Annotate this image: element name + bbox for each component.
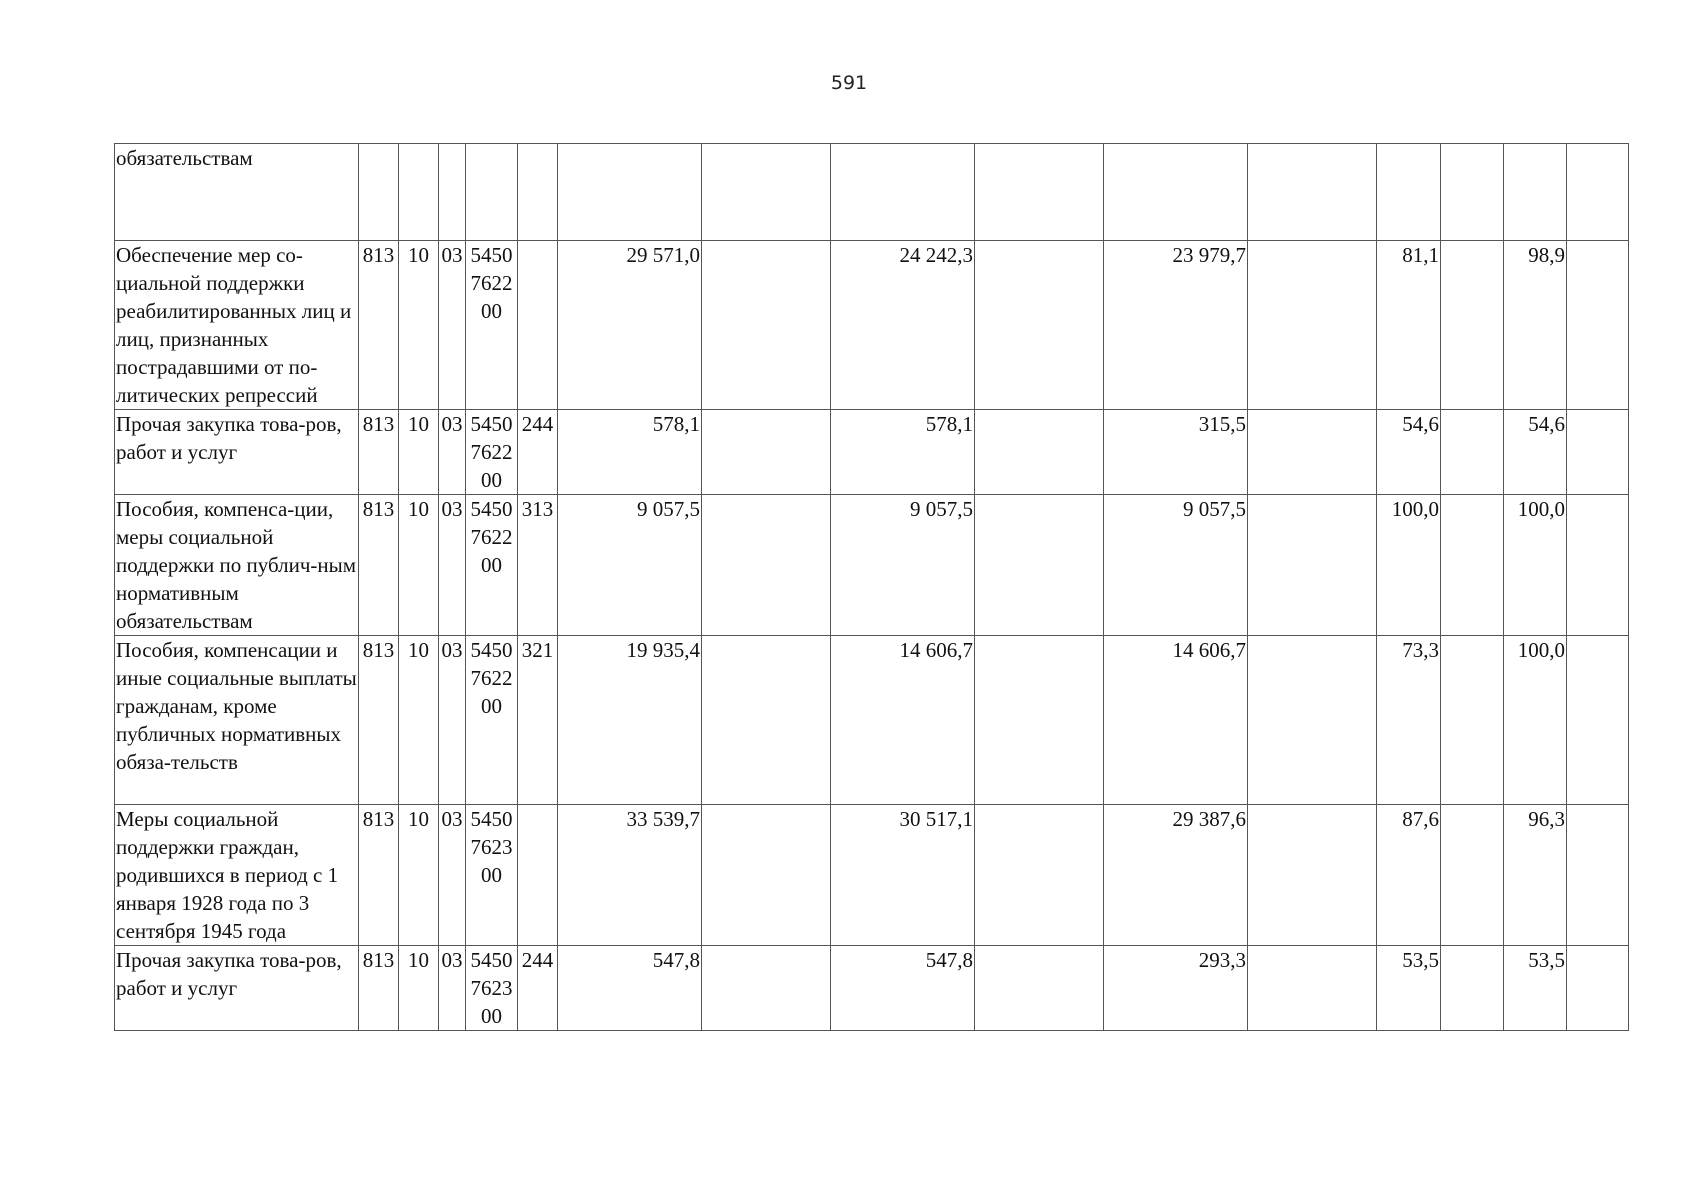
execution-percent-plan xyxy=(1377,144,1441,241)
section-code: 10 xyxy=(399,241,439,410)
section-code: 10 xyxy=(399,410,439,495)
refined-amount: 30 517,1 xyxy=(831,805,975,946)
empty-cell xyxy=(975,410,1104,495)
target-article-code: 5450762200 xyxy=(466,410,518,495)
empty-cell xyxy=(1248,144,1377,241)
section-code: 10 xyxy=(399,636,439,805)
budget-table xyxy=(114,143,1629,1031)
empty-cell xyxy=(702,495,831,636)
empty-cell xyxy=(975,805,1104,946)
row-name: Пособия, компенса-ции, меры социальной поддержки по публич-ным нормативным обязательствам xyxy=(115,495,359,636)
executed-amount: 23 979,7 xyxy=(1104,241,1248,410)
refined-amount xyxy=(831,144,975,241)
execution-percent-refined: 54,6 xyxy=(1504,410,1567,495)
empty-cell xyxy=(1441,946,1504,1031)
empty-cell xyxy=(702,946,831,1031)
row-name: обязательствам xyxy=(115,144,359,241)
empty-cell xyxy=(975,636,1104,805)
target-article-code: 5450762300 xyxy=(466,946,518,1031)
empty-cell xyxy=(1567,144,1629,241)
empty-cell xyxy=(702,636,831,805)
subsection-code: 03 xyxy=(439,495,466,636)
target-article-code: 5450762200 xyxy=(466,495,518,636)
empty-cell xyxy=(1567,636,1629,805)
empty-cell xyxy=(1441,636,1504,805)
empty-cell xyxy=(1567,805,1629,946)
subsection-code xyxy=(439,144,466,241)
empty-cell xyxy=(1441,805,1504,946)
table-row xyxy=(115,144,1629,241)
target-article-code: 5450762200 xyxy=(466,241,518,410)
execution-percent-refined: 96,3 xyxy=(1504,805,1567,946)
empty-cell xyxy=(702,410,831,495)
expense-type-code xyxy=(518,805,558,946)
table-row xyxy=(115,410,1629,495)
admin-code: 813 xyxy=(359,636,399,805)
admin-code: 813 xyxy=(359,410,399,495)
empty-cell xyxy=(702,805,831,946)
refined-amount: 578,1 xyxy=(831,410,975,495)
empty-cell xyxy=(975,241,1104,410)
section-code: 10 xyxy=(399,946,439,1031)
planned-amount: 547,8 xyxy=(558,946,702,1031)
empty-cell xyxy=(702,144,831,241)
table-row xyxy=(115,805,1629,946)
section-code: 10 xyxy=(399,495,439,636)
row-name: Прочая закупка това-ров, работ и услуг xyxy=(115,946,359,1031)
execution-percent-plan: 87,6 xyxy=(1377,805,1441,946)
empty-cell xyxy=(1248,495,1377,636)
empty-cell xyxy=(1248,805,1377,946)
admin-code: 813 xyxy=(359,805,399,946)
execution-percent-plan: 54,6 xyxy=(1377,410,1441,495)
empty-cell xyxy=(1248,946,1377,1031)
execution-percent-plan: 53,5 xyxy=(1377,946,1441,1031)
execution-percent-refined xyxy=(1504,144,1567,241)
execution-percent-refined: 98,9 xyxy=(1504,241,1567,410)
subsection-code: 03 xyxy=(439,805,466,946)
expense-type-code: 244 xyxy=(518,410,558,495)
execution-percent-refined: 100,0 xyxy=(1504,495,1567,636)
planned-amount: 9 057,5 xyxy=(558,495,702,636)
admin-code: 813 xyxy=(359,495,399,636)
empty-cell xyxy=(975,144,1104,241)
admin-code xyxy=(359,144,399,241)
empty-cell xyxy=(1567,410,1629,495)
planned-amount: 19 935,4 xyxy=(558,636,702,805)
empty-cell xyxy=(1567,946,1629,1031)
page-number: 591 xyxy=(830,72,868,94)
expense-type-code: 321 xyxy=(518,636,558,805)
planned-amount: 578,1 xyxy=(558,410,702,495)
empty-cell xyxy=(1567,241,1629,410)
executed-amount xyxy=(1104,144,1248,241)
expense-type-code: 313 xyxy=(518,495,558,636)
target-article-code xyxy=(466,144,518,241)
empty-cell xyxy=(1441,144,1504,241)
executed-amount: 14 606,7 xyxy=(1104,636,1248,805)
expense-type-code: 244 xyxy=(518,946,558,1031)
planned-amount: 29 571,0 xyxy=(558,241,702,410)
empty-cell xyxy=(702,241,831,410)
empty-cell xyxy=(1441,241,1504,410)
planned-amount xyxy=(558,144,702,241)
execution-percent-refined: 53,5 xyxy=(1504,946,1567,1031)
planned-amount: 33 539,7 xyxy=(558,805,702,946)
row-name: Меры социальной поддержки граждан, родившихся в период с 1 января 1928 года по 3 сентября 1945 года xyxy=(115,805,359,946)
execution-percent-plan: 81,1 xyxy=(1377,241,1441,410)
admin-code: 813 xyxy=(359,946,399,1031)
section-code xyxy=(399,144,439,241)
subsection-code: 03 xyxy=(439,410,466,495)
empty-cell xyxy=(975,495,1104,636)
subsection-code: 03 xyxy=(439,946,466,1031)
empty-cell xyxy=(1248,241,1377,410)
row-name: Прочая закупка това-ров, работ и услуг xyxy=(115,410,359,495)
execution-percent-refined: 100,0 xyxy=(1504,636,1567,805)
subsection-code: 03 xyxy=(439,636,466,805)
empty-cell xyxy=(1248,636,1377,805)
executed-amount: 9 057,5 xyxy=(1104,495,1248,636)
executed-amount: 29 387,6 xyxy=(1104,805,1248,946)
subsection-code: 03 xyxy=(439,241,466,410)
expense-type-code xyxy=(518,241,558,410)
executed-amount: 315,5 xyxy=(1104,410,1248,495)
executed-amount: 293,3 xyxy=(1104,946,1248,1031)
execution-percent-plan: 73,3 xyxy=(1377,636,1441,805)
target-article-code: 5450762300 xyxy=(466,805,518,946)
refined-amount: 14 606,7 xyxy=(831,636,975,805)
row-name: Пособия, компенсации и иные социальные выплаты гражданам, кроме публичных нормативных обяза-тельств xyxy=(115,636,359,805)
table-row xyxy=(115,241,1629,410)
refined-amount: 9 057,5 xyxy=(831,495,975,636)
execution-percent-plan: 100,0 xyxy=(1377,495,1441,636)
empty-cell xyxy=(975,946,1104,1031)
empty-cell xyxy=(1248,410,1377,495)
target-article-code: 5450762200 xyxy=(466,636,518,805)
refined-amount: 547,8 xyxy=(831,946,975,1031)
empty-cell xyxy=(1441,495,1504,636)
table-row xyxy=(115,636,1629,805)
admin-code: 813 xyxy=(359,241,399,410)
row-name: Обеспечение мер со-циальной поддержки реабилитированных лиц и лиц, признанных пострадавшими от по-литических репрессий xyxy=(115,241,359,410)
expense-type-code xyxy=(518,144,558,241)
empty-cell xyxy=(1441,410,1504,495)
refined-amount: 24 242,3 xyxy=(831,241,975,410)
section-code: 10 xyxy=(399,805,439,946)
table-row xyxy=(115,495,1629,636)
empty-cell xyxy=(1567,495,1629,636)
table-row xyxy=(115,946,1629,1031)
